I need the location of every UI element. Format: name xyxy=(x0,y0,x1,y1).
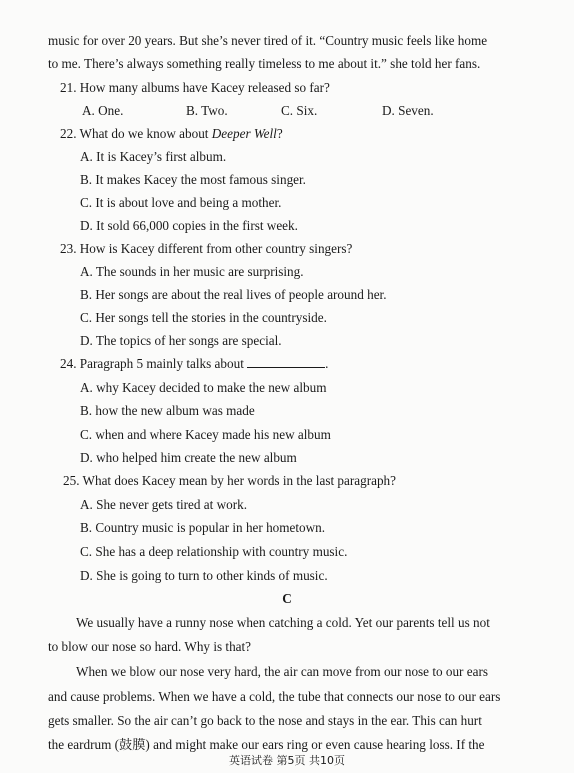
question-24-mark: . xyxy=(325,356,329,371)
option-a: A. The sounds in her music are surprising. xyxy=(80,264,304,279)
option-c: C. She has a deep relationship with country music. xyxy=(80,544,348,559)
question-21: 21. How many albums have Kacey released so far? xyxy=(60,80,330,95)
album-title: Deeper Well xyxy=(211,126,277,141)
option-b: B. how the new album was made xyxy=(80,403,255,418)
paragraph-line: and cause problems. When we have a cold, the tube that connects our nose to our ears xyxy=(48,689,501,704)
option-c: C. Her songs tell the stories in the countryside. xyxy=(80,310,327,325)
option-c: C. Six. xyxy=(281,103,318,118)
option-d: D. who helped him create the new album xyxy=(80,450,297,465)
option-a: A. She never gets tired at work. xyxy=(80,497,247,512)
answer-blank xyxy=(247,356,325,368)
option-d: D. Seven. xyxy=(382,103,434,118)
option-d: D. The topics of her songs are special. xyxy=(80,333,282,348)
option-b: B. Country music is popular in her hometown. xyxy=(80,520,326,535)
question-22-stem: 22. What do we know about xyxy=(60,126,212,141)
option-b: B. It makes Kacey the most famous singer. xyxy=(80,172,306,187)
question-22-mark: ? xyxy=(276,126,283,141)
option-a: A. It is Kacey’s first album. xyxy=(80,149,227,164)
paragraph-line: We usually have a runny nose when catching a cold. Yet our parents tell us not xyxy=(76,615,490,630)
option-a: A. One. xyxy=(82,103,124,118)
paragraph-line: music for over 20 years. But she’s never tired of it. “Country music feels like home xyxy=(48,33,488,48)
option-a: A. why Kacey decided to make the new album xyxy=(80,380,327,395)
paragraph-line: When we blow our nose very hard, the air can move from our nose to our ears xyxy=(76,664,488,679)
paragraph-line: to blow our nose so hard. Why is that? xyxy=(48,639,252,654)
option-c: C. when and where Kacey made his new album xyxy=(80,427,331,442)
paragraph-line: the eardrum (鼓膜) and might make our ears ring or even cause hearing loss. If the xyxy=(48,737,485,752)
paragraph-line: gets smaller. So the air can’t go back to the nose and stays in the ear. This can hurt xyxy=(48,713,482,728)
option-c: C. It is about love and being a mother. xyxy=(80,195,282,210)
paragraph-line: to me. There’s always something really timeless to me about it.” she told her fans. xyxy=(48,56,481,71)
option-d: D. It sold 66,000 copies in the first week. xyxy=(80,218,298,233)
question-25: 25. What does Kacey mean by her words in the last paragraph? xyxy=(63,473,396,488)
question-24-stem: 24. Paragraph 5 mainly talks about xyxy=(60,356,248,371)
option-b: B. Two. xyxy=(186,103,228,118)
question-22 xyxy=(60,126,283,142)
option-b: B. Her songs are about the real lives of people around her. xyxy=(80,287,387,302)
option-d: D. She is going to turn to other kinds of music. xyxy=(80,568,328,583)
page-footer: 英语试卷 第5页 共10页 xyxy=(229,754,345,767)
section-heading: C xyxy=(282,591,292,606)
question-24 xyxy=(60,356,328,372)
question-23: 23. How is Kacey different from other country singers? xyxy=(60,241,353,256)
